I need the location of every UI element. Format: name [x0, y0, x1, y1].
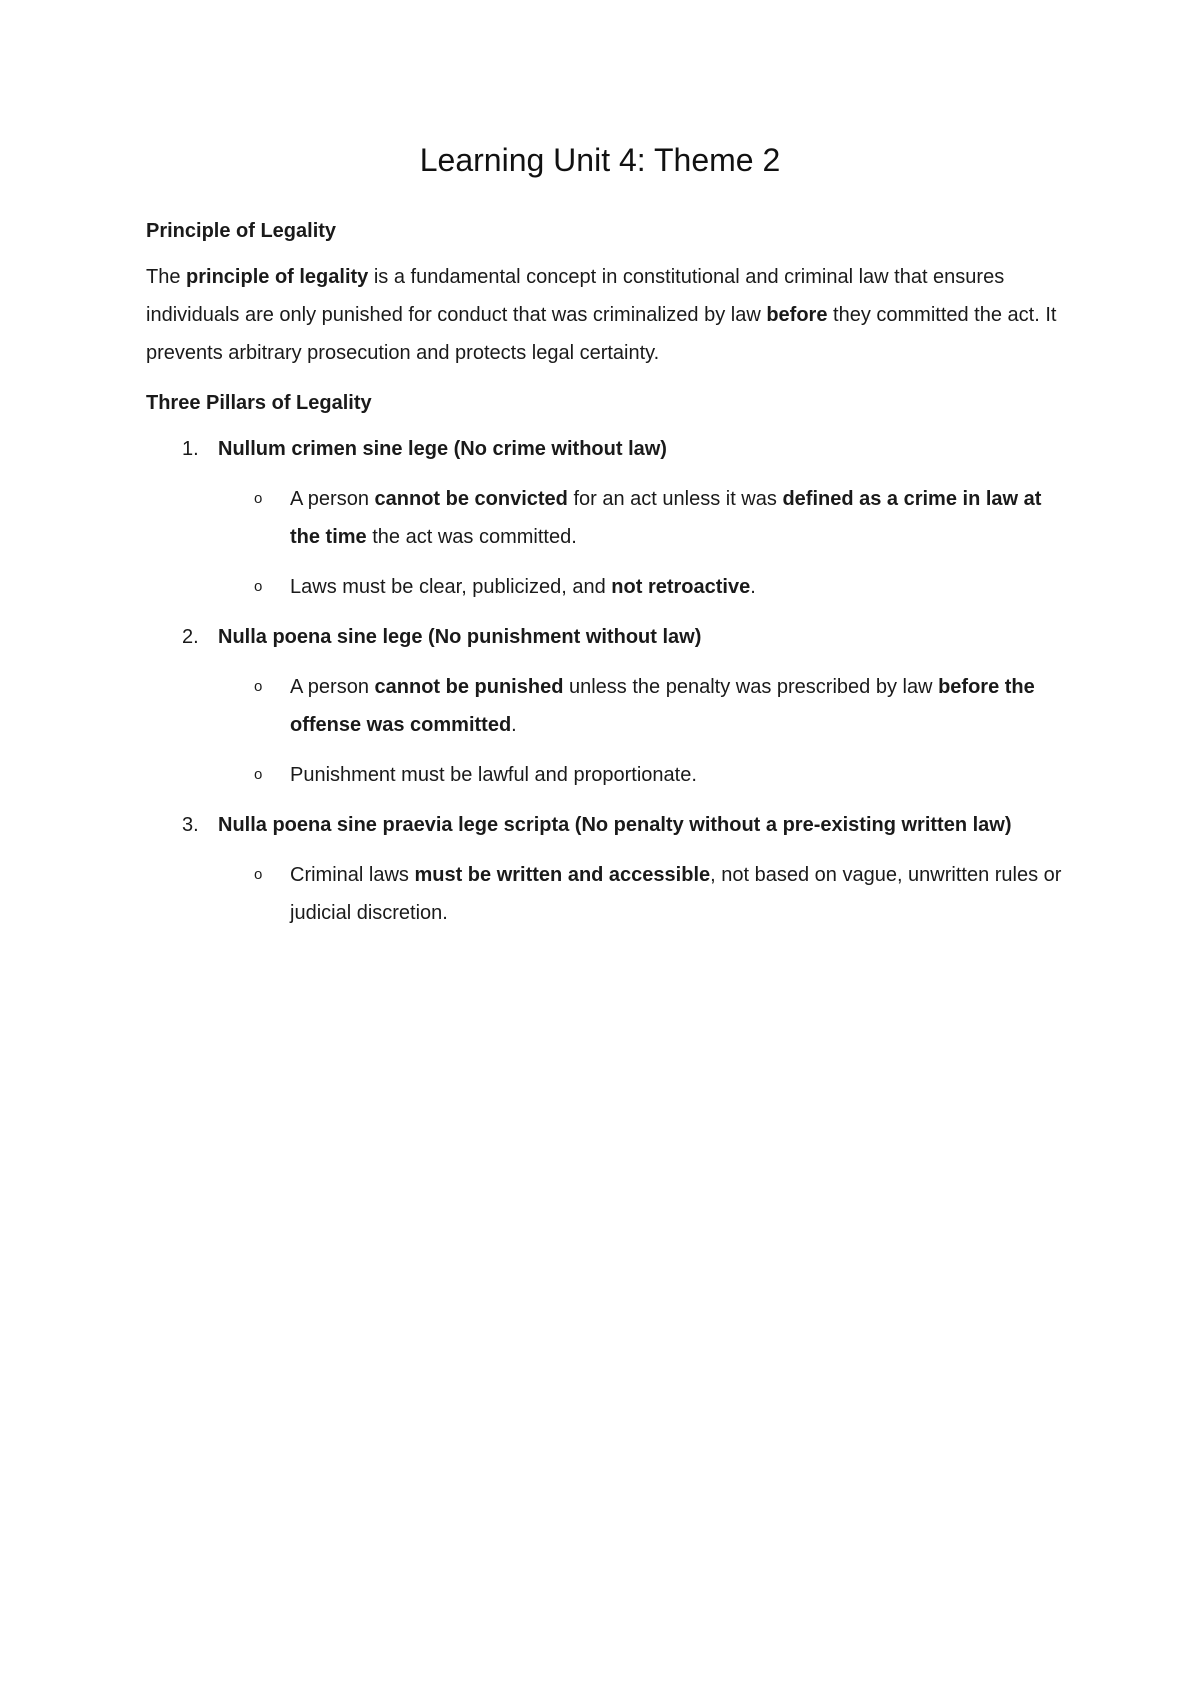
point-text: A person [290, 488, 375, 510]
point-text: . [511, 714, 517, 736]
point-item [218, 756, 1066, 794]
pillar-title: Nulla poena sine lege (No punishment without law) [218, 626, 702, 648]
point-text: . [750, 576, 756, 598]
point-bold-text: must be written and accessible [414, 864, 711, 886]
pillar-title: Nullum crimen sine lege (No crime without law) [218, 438, 667, 460]
pillar-number: 1. [182, 438, 199, 460]
section-heading-principle: Principle of Legality [146, 220, 337, 242]
point-list [218, 856, 1066, 932]
point-text: Laws must be clear, publicized, and [290, 576, 612, 598]
point-text: the act was committed. [366, 526, 577, 548]
intro-bold-text: principle of legality [186, 266, 369, 288]
point-text: Punishment must be lawful and proportionate. [290, 764, 697, 786]
point-text: for an act unless it was [567, 488, 783, 510]
point-bold-text: defined as a crime in law at the time [290, 488, 1042, 548]
document-body [146, 216, 1066, 944]
document-title: Learning Unit 4: Theme 2 [419, 142, 781, 178]
point-item [218, 668, 1066, 744]
point-bold-text: not retroactive [611, 576, 751, 598]
point-text: Criminal laws [290, 864, 415, 886]
pillar-number: 3. [182, 814, 199, 836]
bullet-marker: o [254, 490, 263, 507]
point-text: A person [290, 676, 375, 698]
point-list [218, 480, 1066, 606]
point-bold-text: before the offense was committed [290, 676, 1035, 736]
bullet-marker: o [254, 766, 263, 783]
pillar-item [146, 618, 1066, 794]
point-list [218, 668, 1066, 794]
pillar-item [146, 806, 1066, 932]
bullet-marker: o [254, 678, 263, 695]
section-heading-pillars: Three Pillars of Legality [146, 392, 372, 414]
point-text: , not based on vague, unwritten rules or judicial discretion. [290, 864, 1062, 924]
intro-text: they committed the act. It prevents arbitrary prosecution and protects legal certainty. [146, 304, 1057, 364]
pillar-number: 2. [182, 626, 199, 648]
bullet-marker: o [254, 866, 263, 883]
point-item [218, 856, 1066, 932]
intro-text: The [146, 266, 187, 288]
intro-text: is a fundamental concept in constitutional and criminal law that ensures individuals are only punished for conduct that was criminalized by law [146, 266, 1005, 326]
point-bold-text: cannot be convicted [374, 488, 568, 510]
intro-bold-text: before [766, 304, 828, 326]
bullet-marker: o [254, 578, 263, 595]
pillar-list [146, 430, 1066, 932]
point-item [218, 568, 1066, 606]
pillar-item [146, 430, 1066, 606]
pillar-title: Nulla poena sine praevia lege scripta (No penalty without a pre-existing written law) [218, 814, 1012, 836]
point-bold-text: cannot be punished [374, 676, 564, 698]
point-text: unless the penalty was prescribed by law [563, 676, 939, 698]
intro-paragraph [146, 258, 1066, 372]
point-item [218, 480, 1066, 556]
